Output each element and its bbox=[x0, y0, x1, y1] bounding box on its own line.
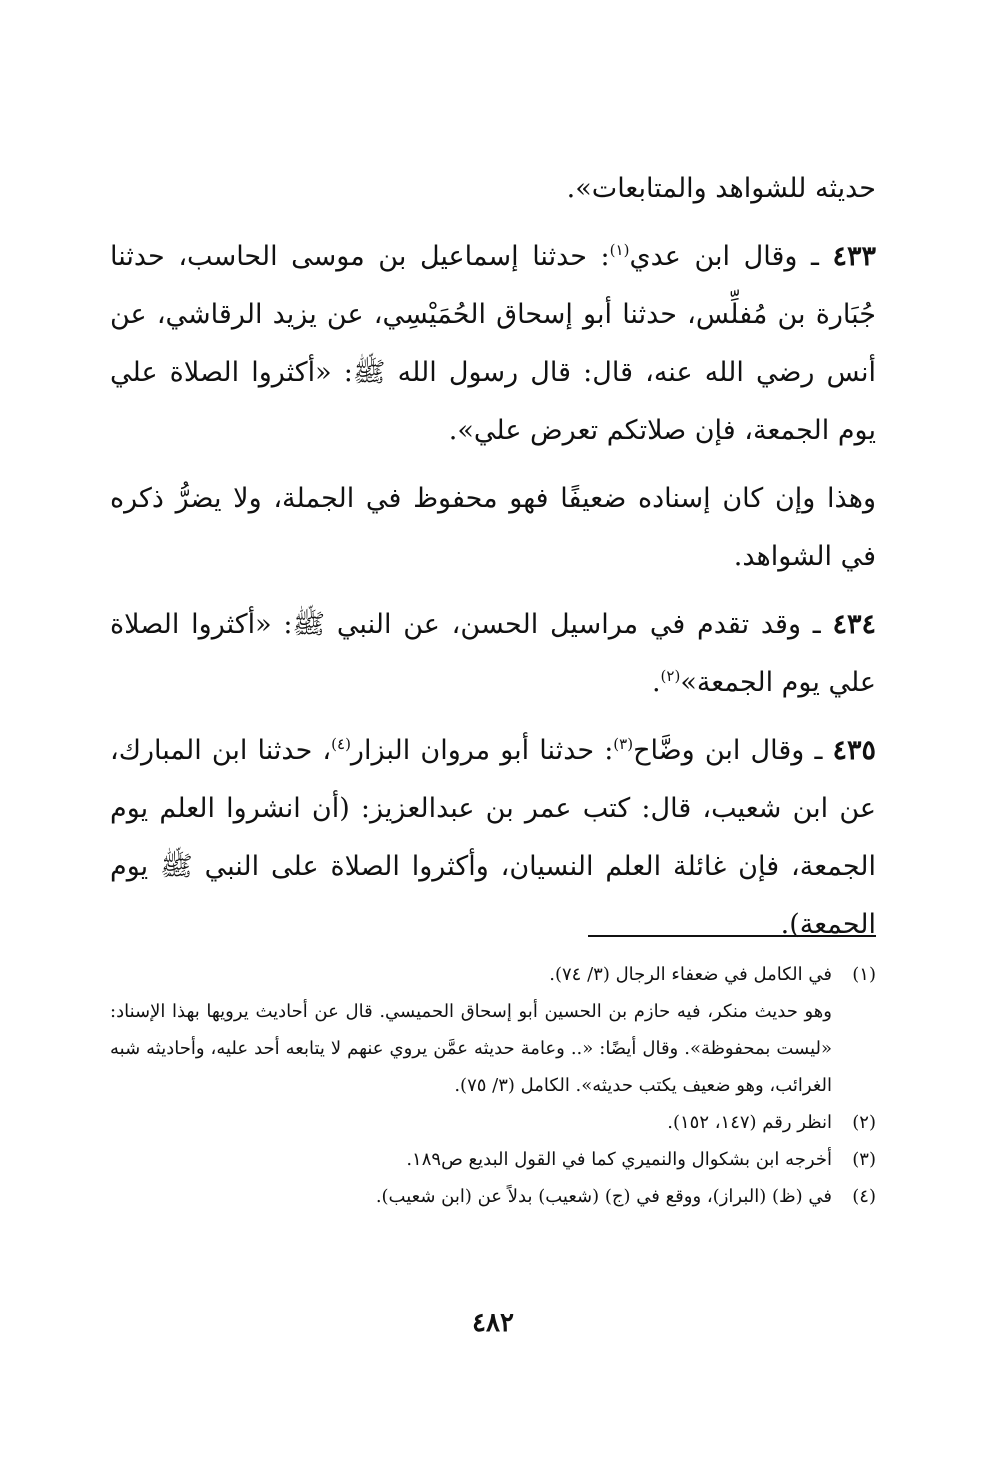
footnote-continuation: وهو حديث منكر، فيه حازم بن الحسين أبو إسحاق الحميسي. قال عن أحاديث يرويها بهذا الإسناد: «ليست بمحفوظة». وقال أيضًا: «.. وعامة حديثه عمَّن يروي عنهم لا يتابعه أحد عليه، وأحاديثه شبه الغرائب، وهو ضعيف يكتب حديثه». الكامل (٣/ ٧٥). bbox=[110, 1001, 832, 1096]
footnote-text: في الكامل في ضعفاء الرجال (٣/ ٧٤). bbox=[549, 964, 832, 985]
intro-line: حديثه للشواهد والمتابعات». bbox=[566, 173, 876, 204]
footnote-text: انظر رقم (١٤٧، ١٥٢). bbox=[667, 1112, 832, 1133]
footnote-mark: (٢) bbox=[852, 1112, 876, 1133]
footnote-2 bbox=[110, 1104, 876, 1141]
footnote-ref-1[interactable]: (١) bbox=[609, 241, 630, 259]
entry-text: ـ وقد تقدم في مراسيل الحسن، عن النبي ﷺ: «أكثروا الصلاة علي يوم الجمعة» bbox=[110, 609, 876, 698]
footnote-ref-4[interactable]: (٤) bbox=[331, 735, 351, 753]
entry-text: ـ وقال ابن عدي bbox=[629, 241, 833, 272]
main-text bbox=[110, 160, 876, 954]
entry-435 bbox=[110, 722, 876, 954]
footnote-text: أخرجه ابن بشكوال والنميري كما في القول البديع ص١٨٩. bbox=[406, 1149, 832, 1170]
entry-number: ٤٣٥ bbox=[832, 735, 876, 766]
footnote-ref-2[interactable]: (٢) bbox=[660, 667, 681, 685]
footnote-mark: (٤) bbox=[852, 1186, 876, 1207]
footnotes bbox=[110, 956, 876, 1215]
commentary: وهذا وإن كان إسناده ضعيفًا فهو محفوظ في الجملة، ولا يضرُّ ذكره في الشواهد. bbox=[110, 483, 876, 572]
footnote-mark: (٣) bbox=[852, 1149, 876, 1170]
entry-text: ، حدثنا ابن المبارك، عن ابن شعيب، قال: كتب عمر بن عبدالعزيز: (أن انشروا العلم يوم الجمعة، فإن غائلة العلم النسيان، وأكثروا الصلاة على النبي ﷺ يوم الجمعة). bbox=[110, 735, 876, 940]
entry-text: : حدثنا أبو مروان البزار bbox=[350, 735, 614, 766]
page-number: ٤٨٢ bbox=[472, 1308, 514, 1338]
footnote-text: في (ظ) (البراز)، ووقع في (ج) (شعيب) بدلاً عن (ابن شعيب). bbox=[375, 1186, 832, 1207]
footnote-body bbox=[110, 956, 832, 1104]
footnote-1 bbox=[110, 956, 876, 1104]
entry-433 bbox=[110, 228, 876, 460]
footnote-4 bbox=[110, 1178, 876, 1215]
footnote-mark: (١) bbox=[852, 964, 876, 985]
entry-text: ـ وقال ابن وضَّاح bbox=[633, 735, 833, 766]
footnote-ref-3[interactable]: (٣) bbox=[613, 735, 634, 753]
entry-text: . bbox=[651, 667, 661, 698]
entry-number: ٤٣٣ bbox=[832, 241, 876, 272]
footnote-3 bbox=[110, 1141, 876, 1178]
footnote-divider bbox=[588, 935, 876, 937]
entry-text: : حدثنا إسماعيل بن موسى الحاسب، حدثنا جُبَارة بن مُفلِّس، حدثنا أبو إسحاق الحُمَيْسِي، عن يزيد الرقاشي، عن أنس رضي الله عنه، قال: قال رسول الله ﷺ: «أكثروا الصلاة علي يوم الجمعة، فإن صلاتكم تعرض علي». bbox=[110, 241, 876, 446]
entry-434 bbox=[110, 596, 876, 712]
entry-number: ٤٣٤ bbox=[832, 609, 876, 640]
